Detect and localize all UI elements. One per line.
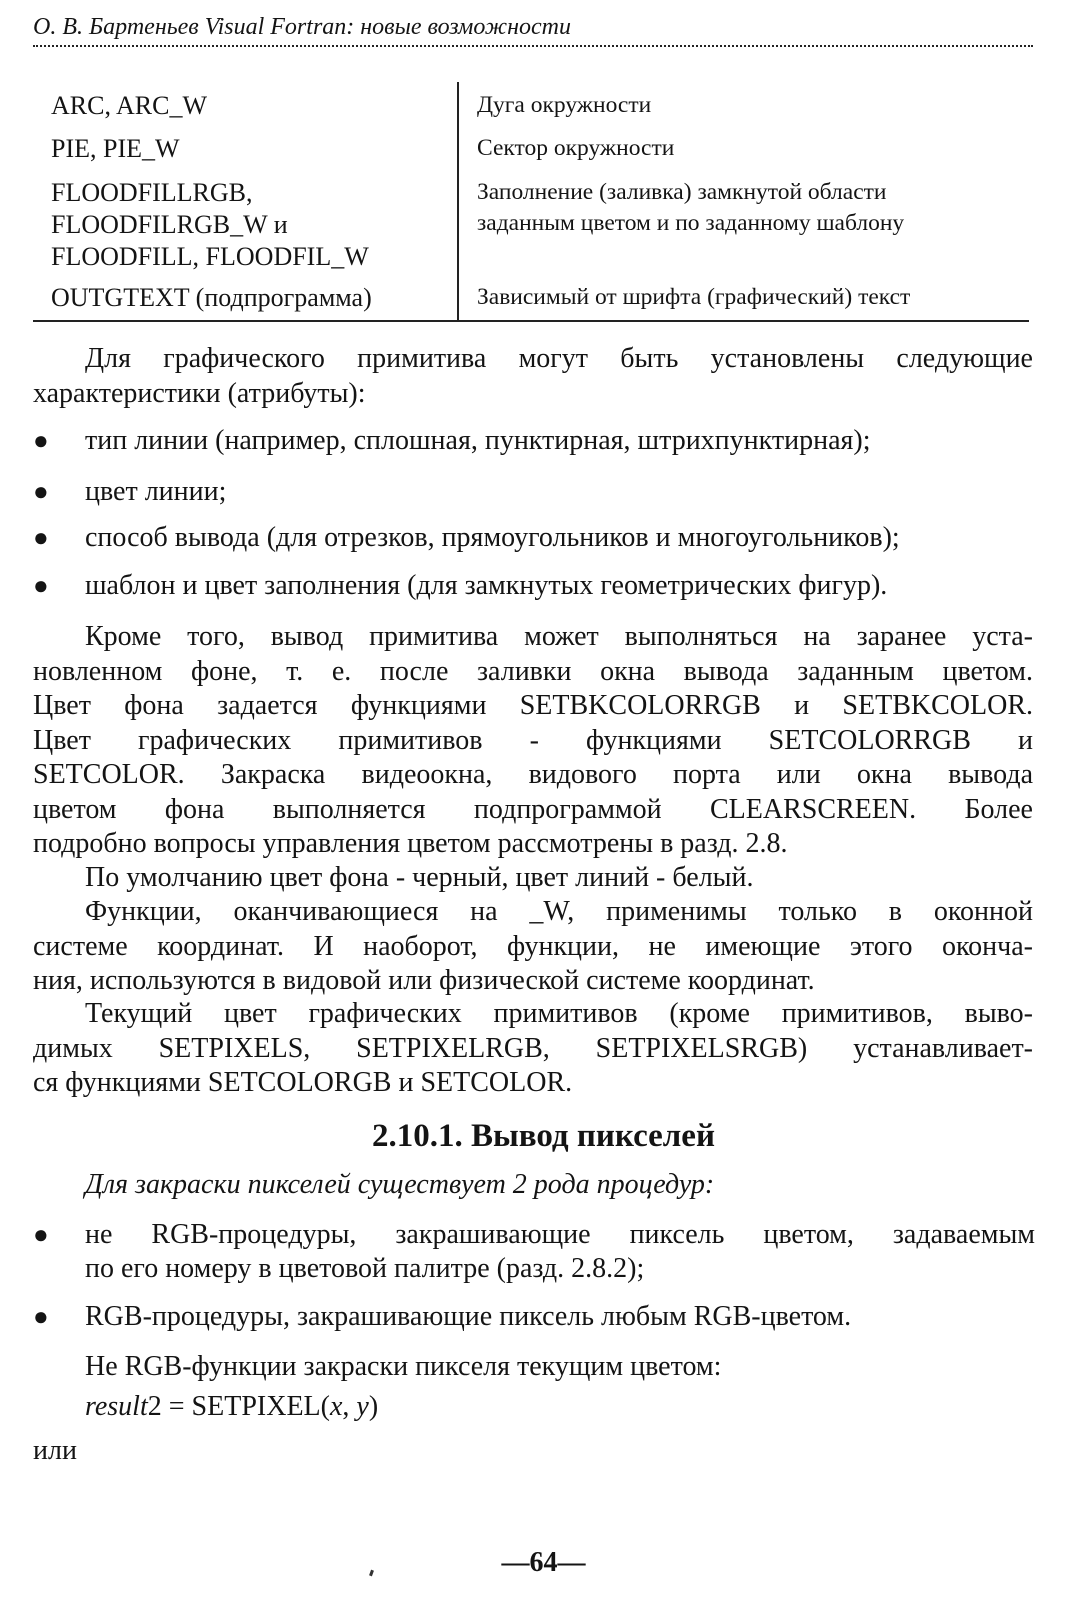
- function-description: Дуга окружности: [477, 92, 652, 118]
- text-line: ся функциями SETCOLORGB и SETCOLOR.: [33, 1067, 573, 1098]
- function-name: ARC, ARC_W: [51, 91, 208, 120]
- bullet-icon: ●: [33, 426, 49, 455]
- formula-call: 2 = SETPIXEL(: [147, 1391, 330, 1422]
- running-head: О. В. Бартеньев Visual Fortran: новые возможности: [33, 14, 571, 40]
- nonrgb-line: [85, 1350, 1033, 1385]
- text-line: По умолчанию цвет фона - черный, цвет линий - белый.: [85, 862, 754, 893]
- bullet-text-line: не RGB-процедуры, закрашивающие пиксель цветом, задаваемым: [85, 1219, 1035, 1250]
- bullet-icon: ●: [33, 523, 49, 552]
- or-word: или: [33, 1435, 77, 1466]
- table-cell-function: [51, 133, 451, 165]
- text-line: Цвет графических примитивов - функциями SETCOLORRGB и: [33, 724, 1033, 756]
- section-title: 2.10.1. Вывод пикселей: [372, 1118, 715, 1154]
- bullet-text: [85, 1218, 1035, 1286]
- bullet-text: шаблон и цвет заполнения (для замкнутых геометрических фигур).: [85, 570, 888, 601]
- setpixel-formula: [85, 1390, 378, 1424]
- text-line: подробно вопросы управления цветом рассмотрены в разд. 2.8.: [33, 828, 788, 859]
- formula-arg-x: x: [329, 1391, 343, 1422]
- table-cell-function: [51, 282, 451, 314]
- table-column-divider: [457, 82, 459, 322]
- function-table: [33, 82, 1033, 322]
- intro-paragraph: [33, 342, 1033, 411]
- table-cell-function: [51, 177, 451, 273]
- formula-close: ): [368, 1391, 379, 1422]
- text-line: новленном фоне, т. е. после заливки окна вывода заданным цветом.: [33, 655, 1033, 687]
- bullet-text: способ вывода (для отрезков, прямоугольников и многоугольников);: [85, 522, 900, 553]
- text-line: Не RGB-функции закраски пикселя текущим цветом:: [85, 1351, 722, 1382]
- formula-result-var: result: [85, 1391, 148, 1422]
- table-bottom-rule: [33, 320, 1029, 322]
- header-rule: [33, 45, 1033, 47]
- formula-sep: ,: [342, 1391, 357, 1422]
- function-description: заданным цветом и по заданному шаблону: [477, 210, 905, 236]
- function-description: Заполнение (заливка) замкнутой области: [477, 179, 887, 205]
- text-line: характеристики (атрибуты):: [33, 377, 366, 409]
- text-line: цветом фона выполняется подпрограммой CLEARSCREEN. Более: [33, 793, 1033, 825]
- function-name: FLOODFILLRGB,: [51, 178, 253, 207]
- text-line: ния, используются в видовой или физической системе координат.: [33, 965, 815, 996]
- text-line: Цвет фона задается функциями SETBKCOLORRGB и SETBKCOLOR.: [33, 690, 1033, 721]
- function-name: FLOODFILRGB_W и: [51, 210, 288, 239]
- background-paragraph: [33, 620, 1033, 862]
- page-number: —64—: [501, 1547, 586, 1578]
- text-line: димых SETPIXELS, SETPIXELRGB, SETPIXELSRGB) устанавливает-: [33, 1032, 1033, 1064]
- function-description: Зависимый от шрифта (графический) текст: [477, 284, 911, 310]
- text-line: Текущий цвет графических примитивов (кроме примитивов, выво-: [85, 998, 1033, 1029]
- bullet-icon: ●: [33, 1302, 49, 1331]
- table-cell-description: [477, 177, 1033, 239]
- table-cell-description: [477, 90, 1033, 121]
- function-description: Сектор окружности: [477, 135, 675, 161]
- bullet-icon: ●: [33, 571, 49, 600]
- bullet-icon: ●: [33, 477, 49, 506]
- window-coords-paragraph: [33, 895, 1033, 999]
- text-line: Кроме того, вывод примитива может выполняться на заранее уста-: [85, 621, 1033, 652]
- text-line: Для графического примитива могут быть установлены следующие: [85, 343, 1033, 374]
- bullet-icon: ●: [33, 1220, 49, 1249]
- bullet-text-line: по его номеру в цветовой палитре (разд. 2.8.2);: [85, 1253, 645, 1284]
- text-line: SETCOLOR. Закраска видеоокна, видового порта или окна вывода: [33, 759, 1033, 790]
- function-name: OUTGTEXT (подпрограмма): [51, 283, 372, 312]
- default-colors-paragraph: [33, 861, 1033, 896]
- formula-arg-y: y: [356, 1391, 369, 1422]
- text-line: системе координат. И наоборот, функции, не имеющие этого оконча-: [33, 930, 1033, 962]
- table-cell-description: [477, 282, 1033, 313]
- current-color-paragraph: [33, 997, 1033, 1101]
- table-cell-description: [477, 133, 1033, 164]
- table-cell-function: [51, 90, 451, 122]
- bullet-text: RGB-процедуры, закрашивающие пиксель любым RGB-цветом.: [85, 1301, 852, 1332]
- function-name: PIE, PIE_W: [51, 134, 180, 163]
- section-intro: Для закраски пикселей существует 2 рода процедур:: [85, 1169, 715, 1200]
- text-line: Функции, оканчивающиеся на _W, применимы только в оконной: [85, 896, 1033, 927]
- bullet-text: цвет линии;: [85, 476, 227, 507]
- bullet-text: тип линии (например, сплошная, пунктирная, штрихпунктирная);: [85, 425, 871, 456]
- function-name: FLOODFILL, FLOODFIL_W: [51, 242, 369, 271]
